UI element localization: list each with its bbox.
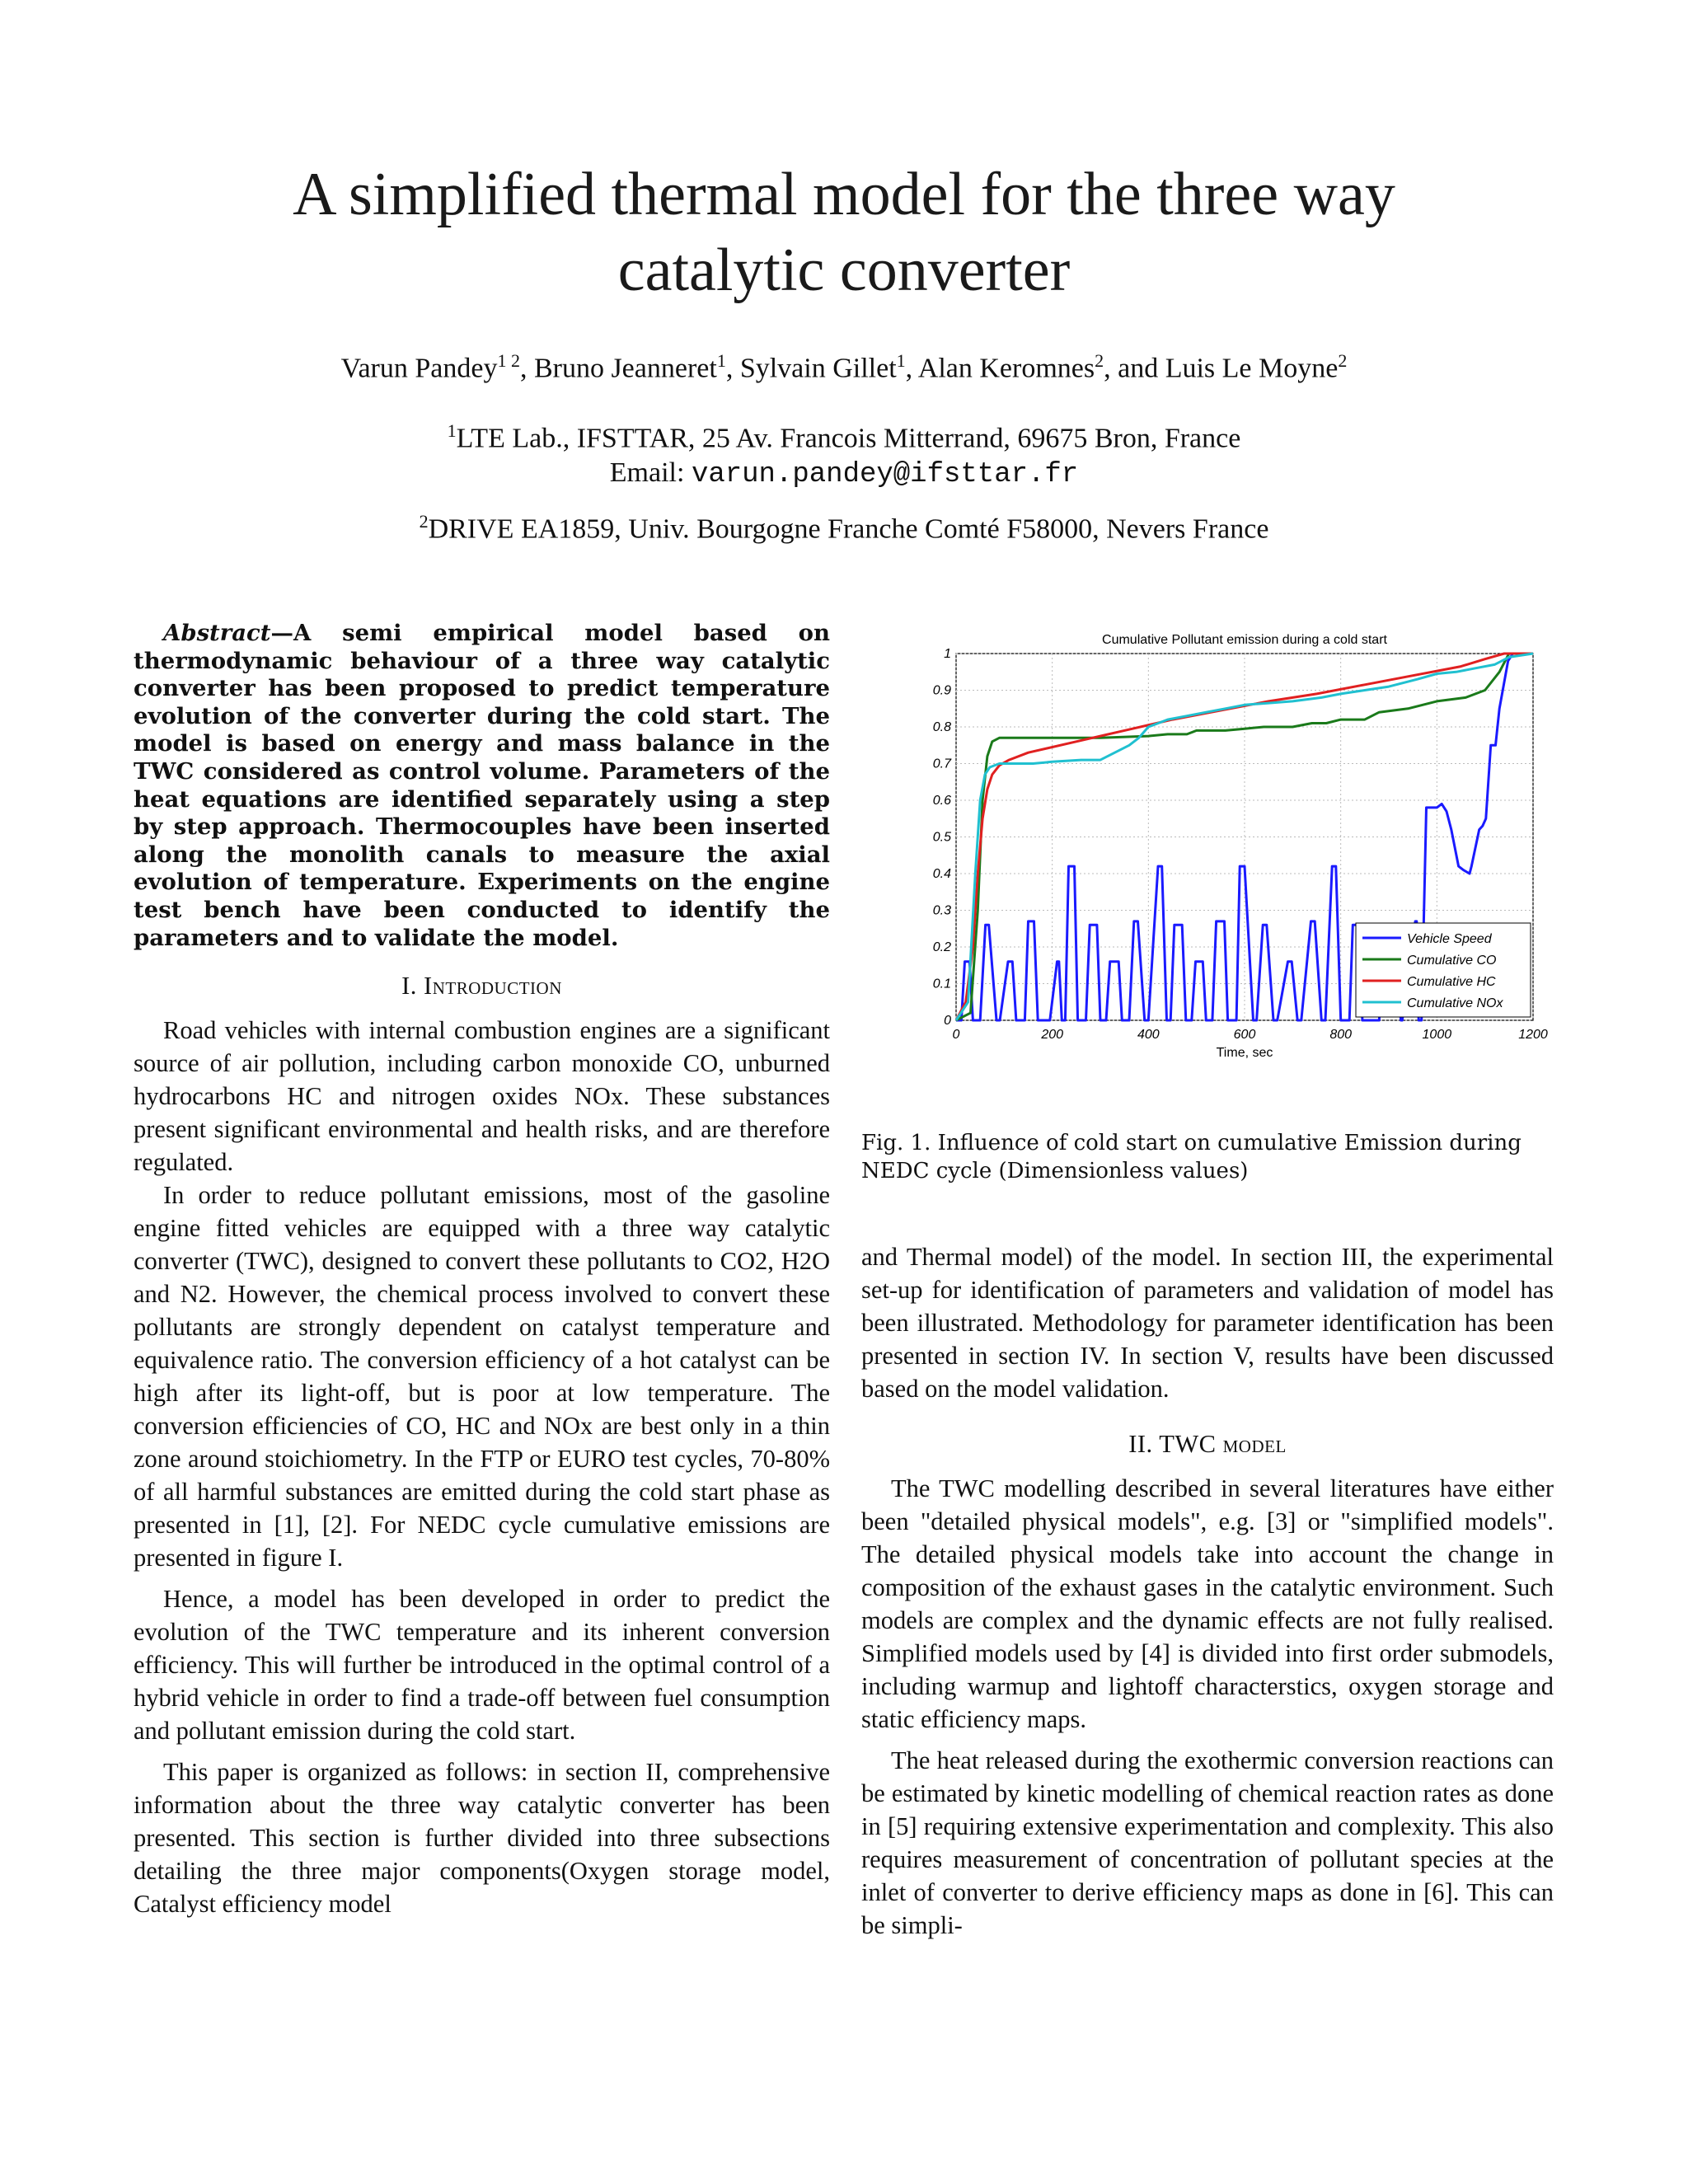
legend-label: Cumulative NOx: [1407, 996, 1503, 1010]
paragraph: In order to reduce pollutant emissions, most of the gasoline engine fitted vehicles are equipped with a three way catalytic converter (TWC), designed to convert these pollutants to CO2, H2O and N2. However, the chemical process involved to convert these pollutants are strongly dependent on catalyst temperature and equivalence ratio. The conversion efficiency of a hot catalyst can be high after its light-off, but is poor at low temperature. The conversion efficiencies of CO, HC and NOx are best only in a thin zone around stoichiometry. In the FTP or EURO test cycles, 70-80% of all harmful substances are emitted during the cold start phase as presented in [1], [2]. For NEDC cycle cumulative emissions are presented in figure I.: [134, 1181, 830, 1572]
email-label: Email:: [609, 457, 692, 489]
title-line-1: A simplified thermal model for the three way: [293, 161, 1395, 228]
y-tick-label: 0: [944, 1014, 951, 1028]
x-tick-label: 600: [1233, 1028, 1256, 1042]
x-tick-label: 1000: [1422, 1028, 1452, 1042]
author-affil-mark: 2: [1095, 350, 1104, 371]
paragraph: This paper is organized as follows: in section II, comprehensive information about the three way catalytic converter has been presented. This section is further divided into three subsections detailing the three major components(Oxygen storage model, Catalyst efficiency model: [134, 1758, 830, 1919]
affil-mark: 1: [447, 420, 457, 441]
figure-caption: Fig. 1. Influence of cold start on cumulative Emission during NEDC cycle (Dimensionless values): [861, 1131, 1522, 1183]
author-name: , and Luis Le Moyne: [1104, 353, 1339, 384]
paper-title: [0, 157, 1688, 308]
y-tick-label: 0.9: [932, 683, 951, 698]
legend-label: Cumulative HC: [1407, 975, 1496, 989]
legend-label: Cumulative CO: [1407, 954, 1497, 968]
abstract: [134, 620, 830, 952]
y-tick-label: 0.2: [932, 940, 951, 954]
affiliation-2: [0, 504, 1688, 546]
paragraph: Hence, a model has been developed in order to predict the evolution of the TWC temperature and its inherent conversion efficiency. This will further be introduced in the optimal control of a hybrid vehicle in order to find a trade-off between fuel consumption and pollutant emission during the cold start.: [134, 1585, 830, 1746]
author-affil-mark: 1: [716, 350, 726, 371]
x-axis-label: Time, sec: [1216, 1046, 1273, 1060]
email-link[interactable]: varun.pandey@ifsttar.fr: [691, 459, 1079, 491]
y-tick-label: 0.5: [932, 830, 951, 845]
y-tick-label: 0.8: [932, 720, 951, 734]
y-tick-label: 0.4: [932, 867, 951, 881]
abstract-text: —A semi empirical model based on thermodynamic behaviour of a three way catalytic converter has been proposed to predict temperature evolution of the converter during the cold start. The model is based on energy and mass balance in the TWC considered as control volume. Parameters of the heat equations are identified separately using a step by step approach. Thermocouples have been inserted along the monolith canals to measure the axial evolution of temperature. Experiments on the engine test bench have been conducted to identify the parameters and to validate the model.: [134, 620, 830, 951]
title-line-2: catalytic converter: [617, 237, 1071, 304]
author-name: , Bruno Jeanneret: [519, 353, 717, 384]
author-affil-mark: 1 2: [497, 350, 520, 371]
y-tick-label: 0.1: [932, 977, 951, 991]
abstract-lead: Abstract: [163, 620, 271, 646]
x-tick-label: 1200: [1518, 1028, 1548, 1042]
paragraph: The heat released during the exothermic conversion reactions can be estimated by kinetic modelling of chemical reaction rates as done in [5] requiring extensive experimentation and complexity. This also requires measurement of concentration of pollutant species at the inlet of converter to derive efficiency maps as done in [6]. This can be simpli-: [861, 1746, 1554, 1939]
y-tick-label: 0.6: [932, 794, 951, 808]
author-name: Varun Pandey: [340, 353, 498, 384]
x-tick-label: 0: [952, 1028, 960, 1042]
paragraph: Road vehicles with internal combustion engines are a significant source of air pollution, including carbon monoxide CO, unburned hydrocarbons HC and nitrogen oxides NOx. These substances present significant environmental and health risks, and are therefore regulated.: [134, 1016, 830, 1177]
affil-text: DRIVE EA1859, Univ. Bourgogne Franche Comté F58000, Nevers France: [428, 513, 1269, 545]
author-list: [0, 350, 1688, 384]
affil-text: LTE Lab., IFSTTAR, 25 Av. Francois Mitterrand, 69675 Bron, France: [456, 423, 1241, 454]
section-heading-twc: II. TWC model: [1128, 1430, 1287, 1458]
author-name: , Alan Keromnes: [905, 353, 1095, 384]
paragraph: and Thermal model) of the model. In section III, the experimental set-up for identification of parameters and validation of model has been illustrated. Methodology for parameter identification has been presented in section IV. In section V, results have been discussed based on the model validation.: [861, 1243, 1554, 1403]
y-tick-label: 0.7: [932, 757, 951, 771]
x-tick-label: 200: [1041, 1028, 1064, 1042]
author-affil-mark: 1: [896, 350, 906, 371]
paragraph: The TWC modelling described in several literatures have either been "detailed physical models", e.g. [3] or "simplified models". The detailed physical models take into account the change in composition of the exhaust gases in the catalytic environment. Such models are complex and the dynamic effects are not fully realised. Simplified models used by [4] is divided into first order submodels, including warmup and lightoff characterstics, oxygen storage and static efficiency maps.: [861, 1474, 1554, 1733]
x-tick-label: 800: [1329, 1028, 1353, 1042]
x-tick-label: 400: [1137, 1028, 1160, 1042]
right-column: [861, 1240, 1554, 1942]
chart-title: Cumulative Pollutant emission during a cold start: [1102, 633, 1387, 647]
y-tick-label: 0.3: [932, 903, 951, 918]
legend-label: Vehicle Speed: [1407, 932, 1492, 946]
section-heading-intro: I. Introduction: [401, 972, 562, 1001]
affiliation-1: [0, 414, 1688, 492]
left-column: [134, 620, 830, 1920]
author-name: , Sylvain Gillet: [725, 353, 897, 384]
y-tick-label: 1: [944, 647, 951, 661]
emission-chart: [911, 625, 1570, 1062]
affil-mark: 2: [419, 511, 429, 532]
author-affil-mark: 2: [1338, 350, 1348, 371]
